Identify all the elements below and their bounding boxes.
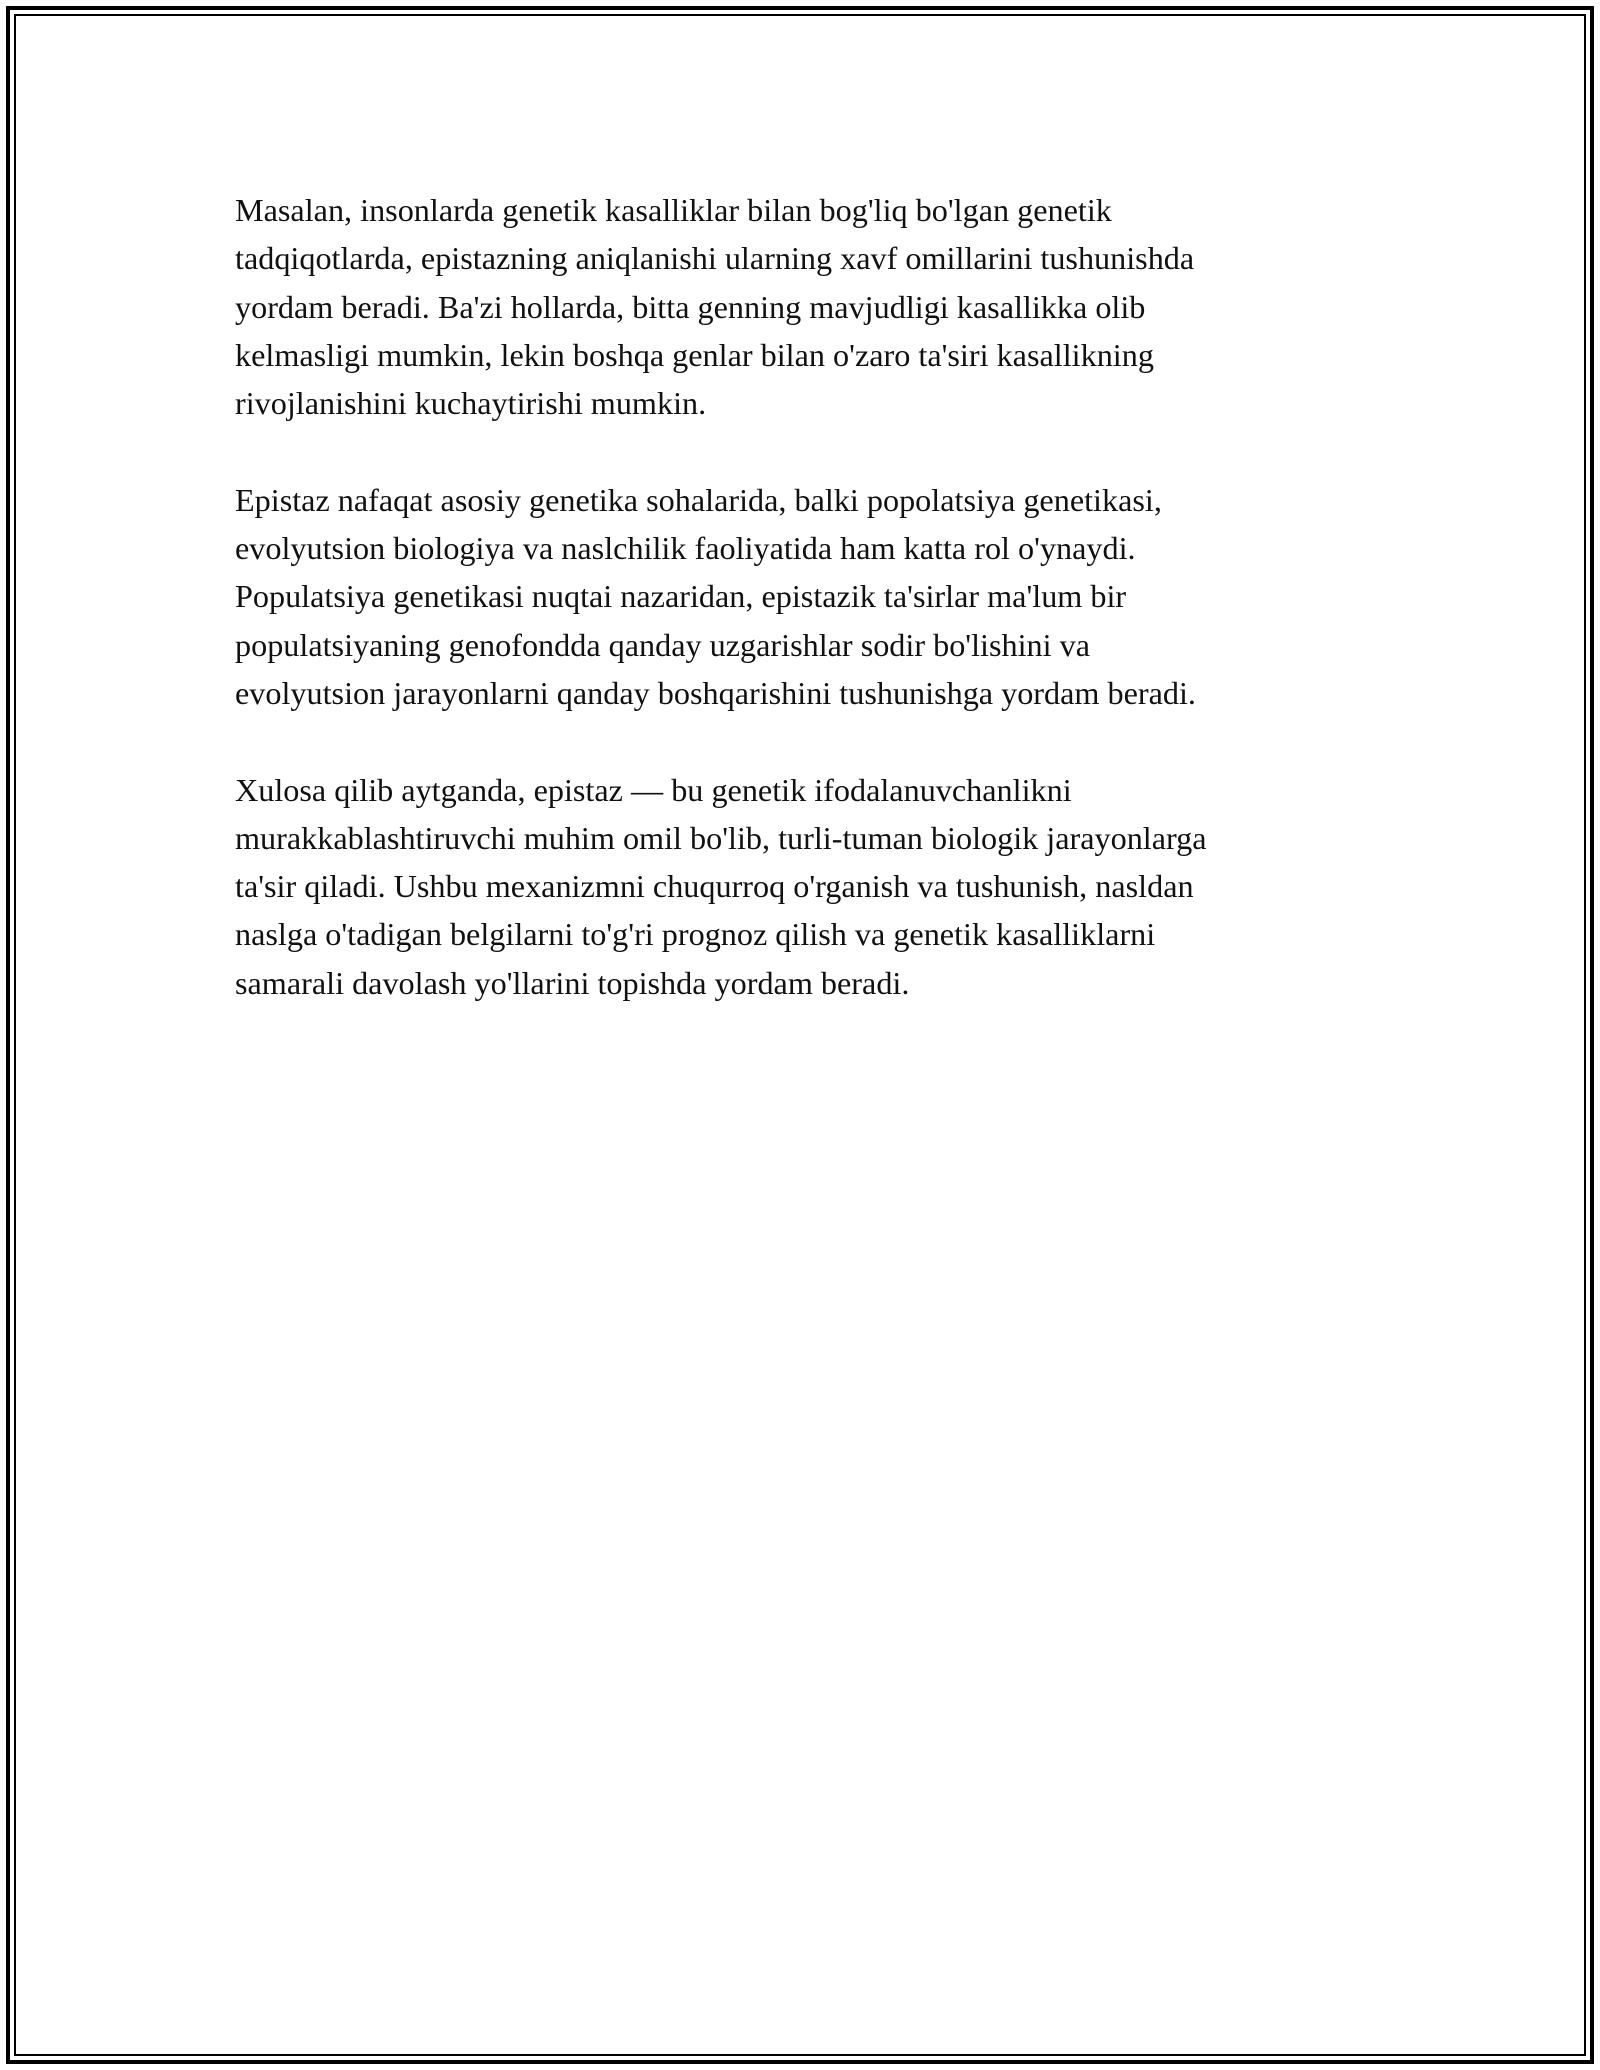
document-body xyxy=(235,186,1365,1055)
paragraph-line: evolyutsion biologiya va naslchilik faoliyatida ham katta rol o'ynaydi. xyxy=(235,530,1136,567)
paragraph-line: rivojlanishini kuchaytirishi mumkin. xyxy=(235,385,707,422)
paragraph-line: tadqiqotlarda, epistazning aniqlanishi ularning xavf omillarini tushunishda xyxy=(235,240,1195,277)
paragraph-line: naslga o'tadigan belgilarni to'g'ri prognoz qilish va genetik kasalliklarni xyxy=(235,916,1156,953)
paragraph-1 xyxy=(235,186,1365,427)
paragraph-line: kelmasligi mumkin, lekin boshqa genlar bilan o'zaro ta'siri kasallikning xyxy=(235,336,1154,373)
paragraph-line: Masalan, insonlarda genetik kasalliklar bilan bog'liq bo'lgan genetik xyxy=(235,192,1112,228)
paragraph-3 xyxy=(235,766,1365,1007)
paragraph-2 xyxy=(235,476,1365,717)
paragraph-line: yordam beradi. Ba'zi hollarda, bitta genning mavjudligi kasallikka olib xyxy=(235,288,1146,325)
paragraph-line: evolyutsion jarayonlarni qanday boshqarishini tushunishga yordam beradi. xyxy=(235,674,1196,711)
paragraph-line: ta'sir qiladi. Ushbu mexanizmni chuqurroq o'rganish va tushunish, nasldan xyxy=(235,868,1194,905)
paragraph-line: populatsiyaning genofondda qanday uzgarishlar sodir bo'lishini va xyxy=(235,626,1091,663)
paragraph-line: Populatsiya genetikasi nuqtai nazaridan, epistazik ta'sirlar ma'lum bir xyxy=(235,578,1127,615)
paragraph-line: samarali davolash yo'llarini topishda yordam beradi. xyxy=(235,964,910,1001)
paragraph-line: murakkablashtiruvchi muhim omil bo'lib, turli-tuman biologik jarayonlarga xyxy=(235,819,1207,856)
paragraph-line: Epistaz nafaqat asosiy genetika sohalarida, balki popolatsiya genetikasi, xyxy=(235,481,1162,518)
paragraph-line: Xulosa qilib aytganda, epistaz — bu genetik ifodalanuvchanlikni xyxy=(235,771,1072,808)
